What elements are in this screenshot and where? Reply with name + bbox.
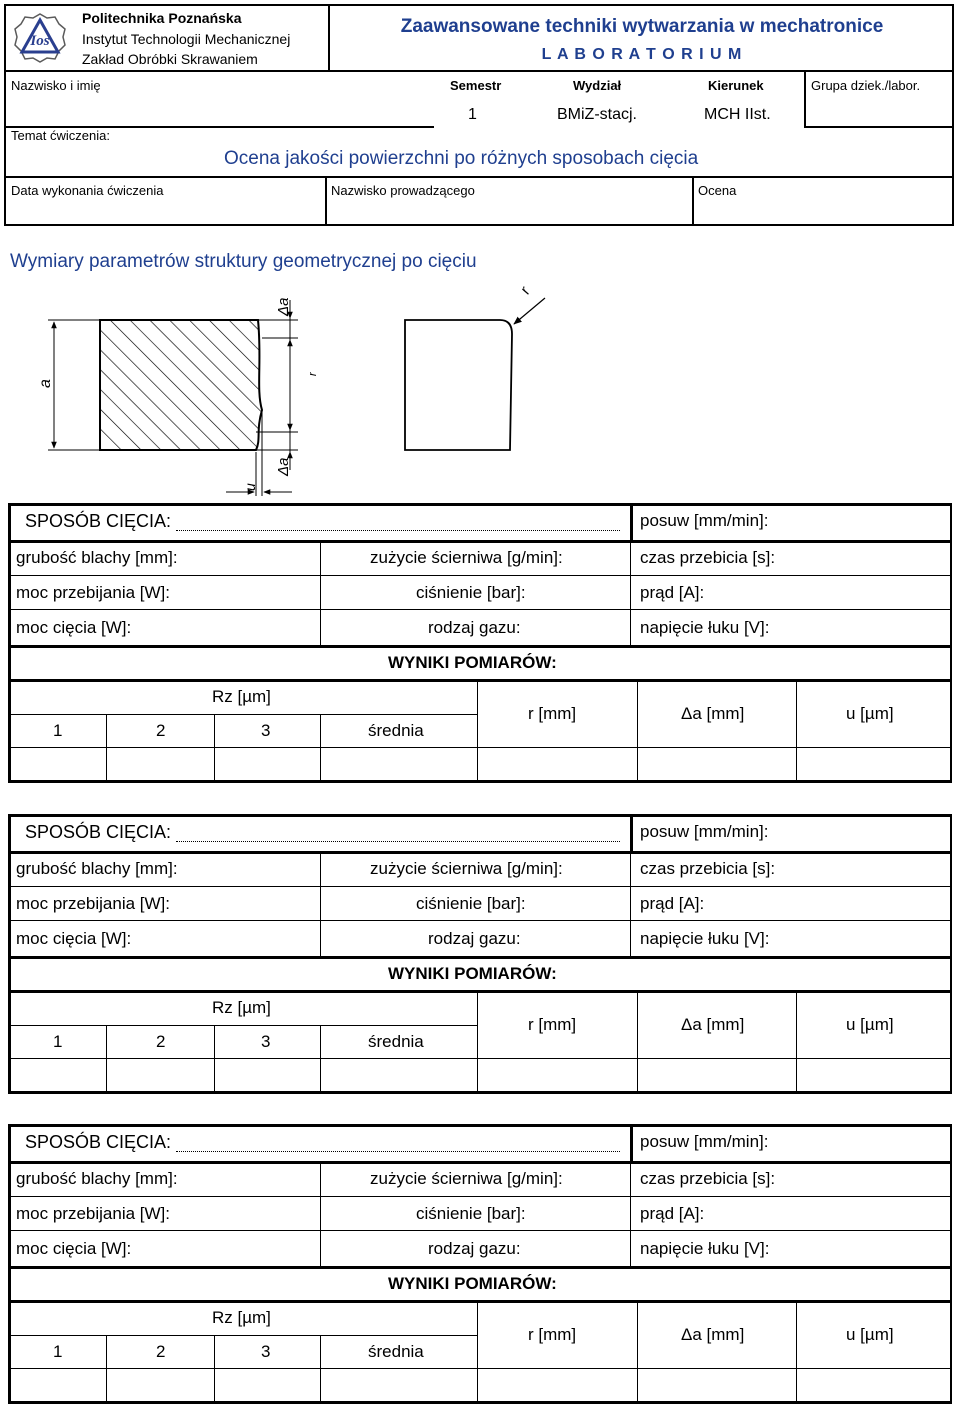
major-value: MCH IIst. (704, 106, 771, 123)
faculty-label: Wydział (573, 78, 622, 93)
table-border (8, 540, 952, 543)
table-border (8, 503, 11, 783)
table-border (8, 714, 478, 715)
method-label: SPOSÓB CIĘCIA: (25, 511, 172, 531)
abrasive-label: zużycie ścierniwa [g/min]: (370, 859, 563, 878)
header-divider (325, 176, 327, 226)
result-input-cell[interactable] (321, 1369, 477, 1401)
topic-label: Temat ćwiczenia: (11, 128, 110, 143)
result-input-cell[interactable] (107, 748, 214, 780)
result-input-cell[interactable] (10, 1059, 106, 1091)
table-border (8, 1161, 952, 1164)
pierce-time-label: czas przebicia [s]: (640, 548, 776, 567)
result-input-cell[interactable] (797, 1369, 950, 1401)
semester-value: 1 (468, 106, 477, 123)
average-label: średnia (368, 1342, 424, 1361)
u-label: u [µm] (846, 704, 894, 723)
feed-label: posuw [mm/min]: (640, 822, 769, 841)
abrasive-label: zużycie ścierniwa [g/min]: (370, 548, 563, 567)
pressure-label: ciśnienie [bar]: (416, 583, 526, 602)
svg-text:Ios: Ios (30, 33, 50, 49)
table-border (950, 814, 953, 1094)
table-border (8, 920, 952, 921)
faculty-value: BMiZ-stacj. (557, 106, 637, 123)
pierce-time-label: czas przebicia [s]: (640, 1169, 776, 1188)
table-border (630, 1161, 631, 1266)
table-border (8, 1401, 952, 1404)
table-border (950, 1124, 953, 1404)
header-divider (804, 126, 954, 128)
table-border (320, 540, 321, 645)
header-divider (804, 70, 806, 126)
table-border (8, 1124, 952, 1127)
result-input-cell[interactable] (107, 1369, 214, 1401)
cutting-section-3 (8, 1124, 952, 1404)
semester-label: Semestr (450, 78, 502, 93)
name-label: Nazwisko i imię (11, 78, 101, 93)
pierce-time-label: czas przebicia [s]: (640, 859, 776, 878)
table-border (630, 851, 631, 956)
header-divider (4, 70, 954, 72)
method-fill-line[interactable] (176, 530, 620, 531)
rz-col-2: 2 (156, 1032, 166, 1051)
rz-col-2: 2 (156, 721, 166, 740)
rz-col-3: 3 (261, 721, 271, 740)
university-name: Politechnika Poznańska (82, 10, 242, 26)
result-input-cell[interactable] (478, 1059, 637, 1091)
table-border (630, 1124, 633, 1161)
table-border (8, 814, 952, 817)
lab-label: L A B O R A T O R I U M (541, 46, 743, 63)
gas-label: rodzaj gazu: (428, 618, 521, 637)
table-border (630, 814, 633, 851)
result-input-cell[interactable] (321, 748, 477, 780)
average-label: średnia (368, 1032, 424, 1051)
result-input-cell[interactable] (321, 1059, 477, 1091)
delta-a-label: Δa [mm] (681, 704, 745, 723)
rz-label: Rz [µm] (212, 687, 271, 706)
label-delta-a-bottom: Δa (275, 457, 292, 476)
cutting-section-2 (8, 814, 952, 1094)
r-label: r [mm] (528, 1015, 577, 1034)
table-border (8, 1335, 478, 1336)
table-border (8, 1266, 952, 1269)
cut-geometry-figure (30, 280, 590, 502)
pierce-power-label: moc przebijania [W]: (16, 894, 170, 913)
rz-col-1: 1 (53, 1032, 63, 1051)
gas-label: rodzaj gazu: (428, 1239, 521, 1258)
table-border (320, 851, 321, 956)
result-input-cell[interactable] (638, 748, 796, 780)
major-label: Kierunek (708, 78, 764, 93)
table-border (630, 503, 633, 540)
arc-voltage-label: napięcie łuku [V]: (640, 1239, 770, 1258)
pierce-power-label: moc przebijania [W]: (16, 1204, 170, 1223)
table-border (8, 1230, 952, 1231)
current-label: prąd [A]: (640, 583, 705, 602)
rz-col-2: 2 (156, 1342, 166, 1361)
header-divider (4, 176, 954, 178)
thickness-label: grubość blachy [mm]: (16, 859, 178, 878)
table-border (950, 503, 953, 783)
date-label: Data wykonania ćwiczenia (11, 183, 164, 198)
thickness-label: grubość blachy [mm]: (16, 548, 178, 567)
result-input-cell[interactable] (478, 1369, 637, 1401)
university-logo (14, 12, 66, 64)
table-border (8, 609, 952, 610)
result-input-cell[interactable] (10, 1369, 106, 1401)
result-input-cell[interactable] (10, 748, 106, 780)
delta-a-label: Δa [mm] (681, 1325, 745, 1344)
rz-label: Rz [µm] (212, 998, 271, 1017)
table-border (8, 1025, 478, 1026)
department-name: Zakład Obróbki Skrawaniem (82, 51, 258, 67)
result-input-cell[interactable] (107, 1059, 214, 1091)
table-border (8, 575, 952, 576)
label-a: a (37, 379, 54, 388)
method-label: SPOSÓB CIĘCIA: (25, 1132, 172, 1152)
instructor-label: Nazwisko prowadzącego (331, 183, 475, 198)
table-border (8, 851, 952, 854)
table-border (8, 886, 952, 887)
table-border (320, 1161, 321, 1266)
pierce-power-label: moc przebijania [W]: (16, 583, 170, 602)
label-r-left: r (307, 372, 319, 376)
group-label: Grupa dziek./labor. (811, 78, 921, 93)
cut-power-label: moc cięcia [W]: (16, 618, 132, 637)
cut-power-label: moc cięcia [W]: (16, 929, 132, 948)
table-border (8, 1091, 952, 1094)
rz-col-1: 1 (53, 721, 63, 740)
current-label: prąd [A]: (640, 1204, 705, 1223)
table-border (8, 1300, 952, 1303)
u-label: u [µm] (846, 1015, 894, 1034)
abrasive-label: zużycie ścierniwa [g/min]: (370, 1169, 563, 1188)
label-r-right: r (516, 284, 534, 297)
table-border (8, 645, 952, 648)
r-label: r [mm] (528, 704, 577, 723)
table-border (8, 1196, 952, 1197)
rz-col-1: 1 (53, 1342, 63, 1361)
grade-label: Ocena (698, 183, 737, 198)
average-label: średnia (368, 721, 424, 740)
rz-col-3: 3 (261, 1032, 271, 1051)
header-divider (692, 176, 694, 226)
arc-voltage-label: napięcie łuku [V]: (640, 929, 770, 948)
cutting-section-1 (8, 503, 952, 783)
result-input-cell[interactable] (215, 748, 320, 780)
feed-label: posuw [mm/min]: (640, 1132, 769, 1151)
method-label: SPOSÓB CIĘCIA: (25, 822, 172, 842)
label-delta-a-top: Δa (275, 297, 292, 316)
cut-power-label: moc cięcia [W]: (16, 1239, 132, 1258)
rz-label: Rz [µm] (212, 1308, 271, 1327)
arc-voltage-label: napięcie łuku [V]: (640, 618, 770, 637)
rz-col-3: 3 (261, 1342, 271, 1361)
label-u: u (242, 483, 258, 491)
method-fill-line[interactable] (176, 841, 620, 842)
table-border (8, 679, 952, 682)
result-input-cell[interactable] (215, 1369, 320, 1401)
topic-value: Ocena jakości powierzchni po różnych sposobach cięcia (224, 148, 699, 169)
results-label: WYNIKI POMIARÓW: (388, 1274, 557, 1293)
pressure-label: ciśnienie [bar]: (416, 894, 526, 913)
course-title: Zaawansowane techniki wytwarzania w mechatronice (400, 16, 884, 37)
result-input-cell[interactable] (215, 1059, 320, 1091)
result-input-cell[interactable] (638, 1369, 796, 1401)
result-input-cell[interactable] (797, 1059, 950, 1091)
r-label: r [mm] (528, 1325, 577, 1344)
institute-name: Instytut Technologii Mechanicznej (82, 31, 291, 47)
table-border (8, 780, 952, 783)
table-border (8, 503, 952, 506)
table-border (8, 1124, 11, 1404)
result-input-cell[interactable] (638, 1059, 796, 1091)
gas-label: rodzaj gazu: (428, 929, 521, 948)
table-border (8, 990, 952, 993)
section-heading: Wymiary parametrów struktury geometrycznej po cięciu (10, 251, 477, 272)
method-fill-line[interactable] (176, 1151, 620, 1152)
results-label: WYNIKI POMIARÓW: (388, 653, 557, 672)
result-input-cell[interactable] (797, 748, 950, 780)
result-input-cell[interactable] (478, 748, 637, 780)
feed-label: posuw [mm/min]: (640, 511, 769, 530)
table-border (630, 540, 631, 645)
u-label: u [µm] (846, 1325, 894, 1344)
results-label: WYNIKI POMIARÓW: (388, 964, 557, 983)
current-label: prąd [A]: (640, 894, 705, 913)
pressure-label: ciśnienie [bar]: (416, 1204, 526, 1223)
delta-a-label: Δa [mm] (681, 1015, 745, 1034)
table-border (8, 956, 952, 959)
thickness-label: grubość blachy [mm]: (16, 1169, 178, 1188)
table-border (8, 814, 11, 1094)
